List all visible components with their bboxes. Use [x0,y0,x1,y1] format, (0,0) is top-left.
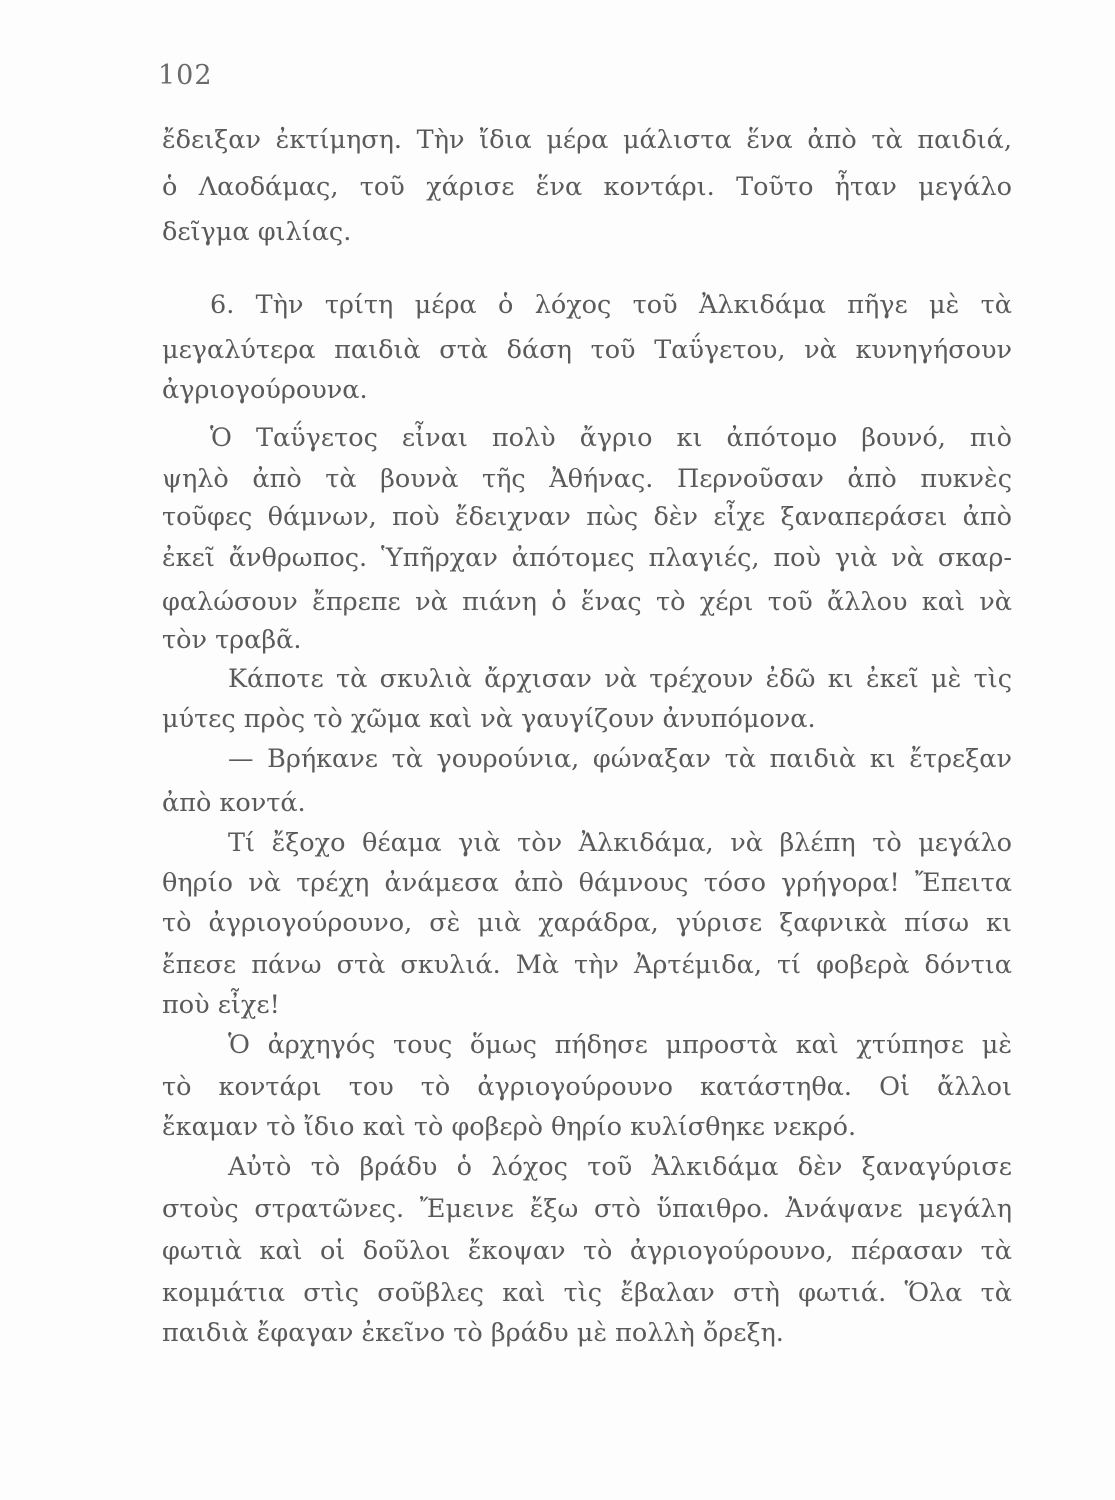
text-line: τοῦφες θάμνων, ποὺ ἔδειχναν πὼς δὲν εἶχε ξαναπεράσει ἀπὸ [162,502,1012,532]
page-number: 102 [158,60,213,91]
text-line: ἔπεσε πάνω στὰ σκυλιά. Μὰ τὴν Ἀρτέμιδα, τί φοβερὰ δόντια [162,950,1012,980]
text-line: ἐκεῖ ἄνθρωπος. Ὑπῆρχαν ἀπότομες πλαγιές, ποὺ γιὰ νὰ σκαρ- [162,543,1012,573]
text-line: Κάποτε τὰ σκυλιὰ ἄρχισαν νὰ τρέχουν ἐδῶ κι ἐκεῖ μὲ τὶς [228,664,1012,694]
text-line: — Βρήκανε τὰ γουρούνια, φώναξαν τὰ παιδιὰ κι ἔτρεξαν [228,744,1012,774]
text-line: Ὁ ἀρχηγός τους ὅμως πήδησε μπροστὰ καὶ χτύπησε μὲ [228,1030,1012,1060]
text-line: κομμάτια στὶς σοῦβλες καὶ τὶς ἔβαλαν στὴ φωτιά. Ὅλα τὰ [162,1278,1012,1308]
text-line: Αὐτὸ τὸ βράδυ ὁ λόχος τοῦ Ἀλκιδάμα δὲν ξαναγύρισε [228,1152,1012,1182]
text-line: Ὁ Ταΰγετος εἶναι πολὺ ἄγριο κι ἀπότομο βουνό, πιὸ [210,423,1012,453]
text-line: παιδιὰ ἔφαγαν ἐκεῖνο τὸ βράδυ μὲ πολλὴ ὄρεξη. [162,1318,784,1348]
text-line: ἀπὸ κοντά. [162,788,306,818]
text-line: στοὺς στρατῶνες. Ἔμεινε ἔξω στὸ ὕπαιθρο. Ἀνάψανε μεγάλη [162,1194,1012,1224]
text-line: ποὺ εἶχε! [162,990,280,1020]
text-line: τὸν τραβᾶ. [162,625,302,655]
text-line: ψηλὸ ἀπὸ τὰ βουνὰ τῆς Ἀθήνας. Περνοῦσαν ἀπὸ πυκνὲς [162,464,1012,494]
text-line: φωτιὰ καὶ οἱ δοῦλοι ἔκοψαν τὸ ἀγριογούρουνο, πέρασαν τὰ [162,1236,1012,1266]
text-line: μύτες πρὸς τὸ χῶμα καὶ νὰ γαυγίζουν ἀνυπόμονα. [162,704,816,734]
text-line: Τί ἔξοχο θέαμα γιὰ τὸν Ἀλκιδάμα, νὰ βλέπη τὸ μεγάλο [228,828,1012,858]
text-line: τὸ κοντάρι του τὸ ἀγριογούρουνο κατάστηθα. Οἱ ἄλλοι [162,1072,1012,1102]
text-line: θηρίο νὰ τρέχη ἀνάμεσα ἀπὸ θάμνους τόσο γρήγορα! Ἔπειτα [162,868,1012,898]
text-line: ἔκαμαν τὸ ἴδιο καὶ τὸ φοβερὸ θηρίο κυλίσθηκε νεκρό. [162,1112,857,1142]
text-line: δεῖγμα φιλίας. [162,217,352,247]
text-line: ὁ Λαοδάμας, τοῦ χάρισε ἕνα κοντάρι. Τοῦτο ἦταν μεγάλο [162,172,1012,202]
text-line: ἀγριογούρουνα. [162,375,368,405]
text-line: 6. Τὴν τρίτη μέρα ὁ λόχος τοῦ Ἀλκιδάμα πῆγε μὲ τὰ [210,290,1012,320]
text-line: φαλώσουν ἔπρεπε νὰ πιάνη ὁ ἕνας τὸ χέρι τοῦ ἄλλου καὶ νὰ [162,587,1012,617]
text-line: ἔδειξαν ἐκτίμηση. Τὴν ἴδια μέρα μάλιστα ἕνα ἀπὸ τὰ παιδιά, [162,125,1012,155]
text-line: μεγαλύτερα παιδιὰ στὰ δάση τοῦ Ταΰγετου, νὰ κυνηγήσουν [162,335,1012,365]
text-line: τὸ ἀγριογούρουνο, σὲ μιὰ χαράδρα, γύρισε ξαφνικὰ πίσω κι [162,908,1012,938]
